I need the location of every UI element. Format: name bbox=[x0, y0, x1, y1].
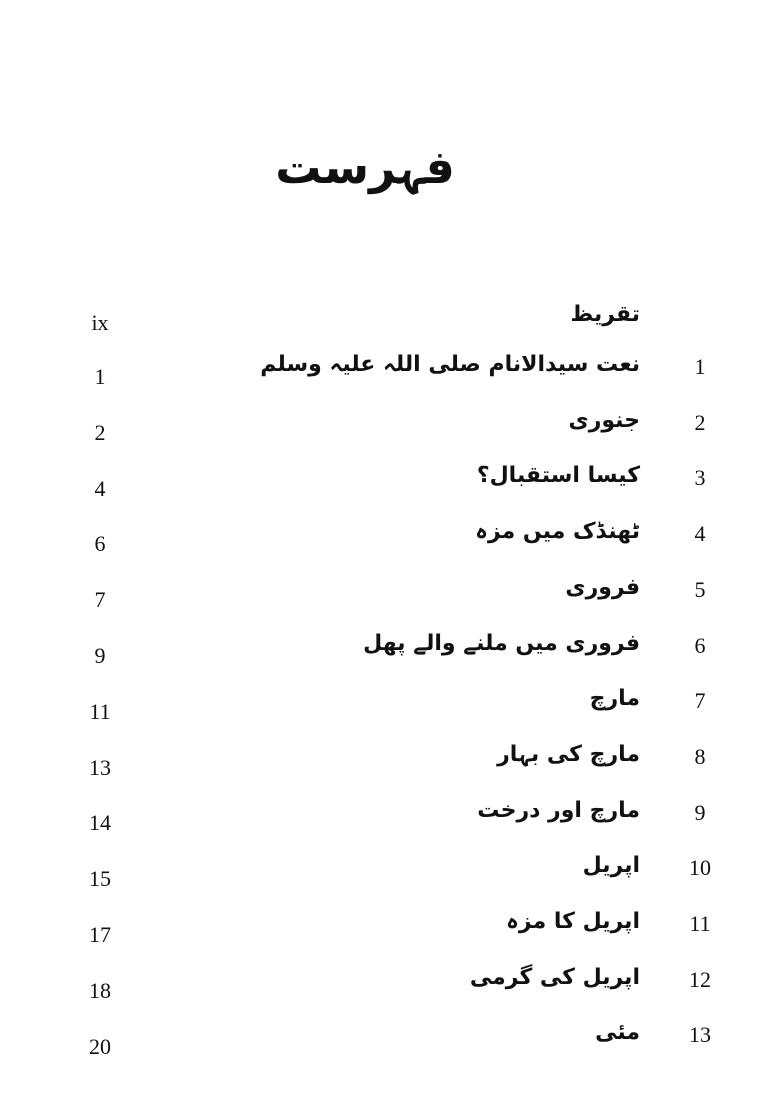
entry-title: ٹھنڈک میں مزہ bbox=[475, 519, 640, 545]
entry-number: 3 bbox=[694, 465, 706, 491]
entry-number: 1 bbox=[694, 354, 706, 379]
entry-title: نعت سیدالانام صلی اللہ علیہ وسلم bbox=[260, 352, 640, 377]
entry-page: 14 bbox=[89, 810, 111, 836]
entry-page: 17 bbox=[89, 922, 111, 947]
entry-page: 7 bbox=[94, 587, 106, 613]
entry-title: فروری میں ملنے والے پھل bbox=[363, 630, 640, 656]
entry-title: جنوری bbox=[568, 407, 640, 433]
entry-number: 13 bbox=[689, 1022, 711, 1048]
entry-page: 13 bbox=[89, 754, 111, 780]
entry-title: فروری bbox=[565, 574, 640, 600]
entry-title: مئی bbox=[595, 1020, 640, 1046]
entry-page: 20 bbox=[89, 1033, 111, 1059]
entry-number: 6 bbox=[694, 632, 706, 658]
entry-title: مارچ اور درخت bbox=[477, 797, 640, 823]
entry-title: اپریل bbox=[582, 853, 640, 879]
entry-page: 11 bbox=[89, 698, 111, 724]
entry-title: کیسا استقبال؟ bbox=[476, 463, 640, 489]
entry-page: 2 bbox=[94, 419, 106, 445]
entry-page: 9 bbox=[94, 643, 106, 668]
page-title: فہرست bbox=[275, 140, 455, 194]
entry-number: 9 bbox=[694, 799, 706, 825]
entry-number: 11 bbox=[689, 911, 711, 936]
entry-number: 7 bbox=[694, 688, 706, 714]
entry-number: 5 bbox=[694, 576, 706, 602]
entry-page: 15 bbox=[89, 866, 111, 892]
entry-page: ix bbox=[91, 310, 109, 335]
entry-page: 4 bbox=[94, 475, 106, 501]
entry-number: 2 bbox=[694, 409, 706, 435]
entry-page: 18 bbox=[89, 977, 111, 1003]
entry-page: 1 bbox=[94, 364, 106, 389]
entry-number: 12 bbox=[689, 966, 711, 992]
entry-title: مارچ bbox=[589, 686, 640, 712]
entry-page: 6 bbox=[94, 531, 106, 557]
entry-title: مارچ کی بہار bbox=[497, 741, 640, 767]
entry-title: اپریل کی گرمی bbox=[469, 964, 640, 990]
entry-number: 4 bbox=[694, 521, 706, 547]
entry-title: تقریظ bbox=[570, 302, 640, 327]
entry-title: اپریل کا مزہ bbox=[506, 909, 640, 934]
entry-number: 8 bbox=[694, 743, 706, 769]
entry-number: 10 bbox=[689, 855, 711, 881]
